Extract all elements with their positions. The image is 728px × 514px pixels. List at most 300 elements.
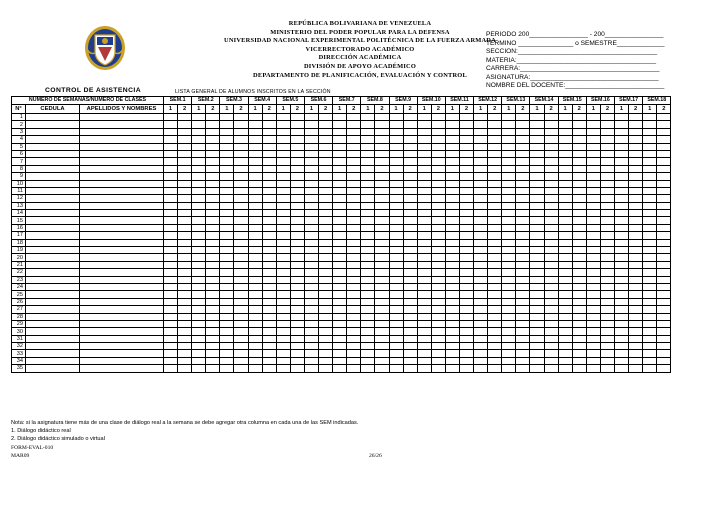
attendance-cell[interactable] [629, 350, 643, 357]
attendance-cell[interactable] [615, 121, 629, 128]
attendance-cell[interactable] [657, 343, 671, 350]
attendance-cell[interactable] [248, 328, 262, 335]
attendance-cell[interactable] [431, 269, 445, 276]
attendance-cell[interactable] [572, 180, 586, 187]
attendance-cell[interactable] [445, 224, 459, 231]
attendance-cell[interactable] [629, 320, 643, 327]
attendance-cell[interactable] [220, 261, 234, 268]
attendance-cell[interactable] [403, 298, 417, 305]
attendance-cell[interactable] [629, 357, 643, 364]
attendance-cell[interactable] [178, 335, 192, 342]
attendance-cell[interactable] [375, 173, 389, 180]
attendance-cell[interactable] [220, 283, 234, 290]
attendance-cell[interactable] [417, 165, 431, 172]
attendance-cell[interactable] [544, 113, 558, 120]
attendance-cell[interactable] [164, 128, 178, 135]
nombre-cell[interactable] [80, 291, 164, 298]
attendance-cell[interactable] [403, 232, 417, 239]
attendance-cell[interactable] [389, 173, 403, 180]
attendance-cell[interactable] [474, 320, 488, 327]
attendance-cell[interactable] [290, 335, 304, 342]
attendance-cell[interactable] [657, 202, 671, 209]
nombre-cell[interactable] [80, 128, 164, 135]
attendance-cell[interactable] [431, 150, 445, 157]
attendance-cell[interactable] [474, 173, 488, 180]
attendance-cell[interactable] [417, 202, 431, 209]
attendance-cell[interactable] [389, 291, 403, 298]
attendance-cell[interactable] [643, 180, 657, 187]
attendance-cell[interactable] [389, 239, 403, 246]
attendance-cell[interactable] [333, 173, 347, 180]
attendance-cell[interactable] [248, 239, 262, 246]
attendance-cell[interactable] [192, 173, 206, 180]
attendance-cell[interactable] [403, 158, 417, 165]
attendance-cell[interactable] [459, 158, 473, 165]
attendance-cell[interactable] [530, 298, 544, 305]
attendance-cell[interactable] [586, 180, 600, 187]
attendance-cell[interactable] [600, 306, 614, 313]
attendance-cell[interactable] [615, 187, 629, 194]
attendance-cell[interactable] [290, 195, 304, 202]
attendance-cell[interactable] [417, 313, 431, 320]
seccion-field[interactable]: SECCIÓN:______________________________________ [486, 48, 658, 55]
attendance-cell[interactable] [375, 187, 389, 194]
attendance-cell[interactable] [319, 239, 333, 246]
attendance-cell[interactable] [488, 165, 502, 172]
attendance-cell[interactable] [403, 143, 417, 150]
attendance-cell[interactable] [558, 350, 572, 357]
attendance-cell[interactable] [600, 239, 614, 246]
attendance-cell[interactable] [319, 247, 333, 254]
attendance-cell[interactable] [445, 269, 459, 276]
attendance-cell[interactable] [262, 217, 276, 224]
attendance-cell[interactable] [474, 328, 488, 335]
attendance-cell[interactable] [629, 232, 643, 239]
attendance-cell[interactable] [361, 173, 375, 180]
attendance-cell[interactable] [290, 328, 304, 335]
attendance-cell[interactable] [164, 365, 178, 372]
attendance-cell[interactable] [361, 136, 375, 143]
attendance-cell[interactable] [502, 210, 516, 217]
attendance-cell[interactable] [530, 269, 544, 276]
attendance-cell[interactable] [234, 269, 248, 276]
attendance-cell[interactable] [530, 239, 544, 246]
attendance-cell[interactable] [502, 276, 516, 283]
attendance-cell[interactable] [347, 224, 361, 231]
attendance-cell[interactable] [502, 335, 516, 342]
attendance-cell[interactable] [361, 217, 375, 224]
attendance-cell[interactable] [629, 150, 643, 157]
attendance-cell[interactable] [558, 224, 572, 231]
attendance-cell[interactable] [389, 306, 403, 313]
attendance-cell[interactable] [600, 150, 614, 157]
attendance-cell[interactable] [403, 306, 417, 313]
attendance-cell[interactable] [516, 136, 530, 143]
attendance-cell[interactable] [234, 313, 248, 320]
attendance-cell[interactable] [600, 210, 614, 217]
attendance-cell[interactable] [459, 247, 473, 254]
attendance-cell[interactable] [375, 217, 389, 224]
attendance-cell[interactable] [164, 298, 178, 305]
attendance-cell[interactable] [234, 128, 248, 135]
attendance-cell[interactable] [544, 313, 558, 320]
attendance-cell[interactable] [474, 165, 488, 172]
attendance-cell[interactable] [304, 165, 318, 172]
attendance-cell[interactable] [657, 298, 671, 305]
attendance-cell[interactable] [403, 328, 417, 335]
attendance-cell[interactable] [276, 187, 290, 194]
attendance-cell[interactable] [586, 283, 600, 290]
attendance-cell[interactable] [347, 357, 361, 364]
attendance-cell[interactable] [657, 128, 671, 135]
attendance-cell[interactable] [361, 365, 375, 372]
attendance-cell[interactable] [304, 239, 318, 246]
nombre-cell[interactable] [80, 113, 164, 120]
attendance-cell[interactable] [375, 254, 389, 261]
attendance-cell[interactable] [333, 261, 347, 268]
attendance-cell[interactable] [600, 335, 614, 342]
attendance-cell[interactable] [164, 343, 178, 350]
attendance-cell[interactable] [586, 121, 600, 128]
attendance-cell[interactable] [488, 365, 502, 372]
attendance-cell[interactable] [544, 320, 558, 327]
attendance-cell[interactable] [304, 121, 318, 128]
attendance-cell[interactable] [474, 187, 488, 194]
attendance-cell[interactable] [572, 320, 586, 327]
attendance-cell[interactable] [164, 313, 178, 320]
attendance-cell[interactable] [586, 210, 600, 217]
attendance-cell[interactable] [445, 357, 459, 364]
attendance-cell[interactable] [319, 365, 333, 372]
attendance-cell[interactable] [502, 343, 516, 350]
attendance-cell[interactable] [600, 276, 614, 283]
attendance-cell[interactable] [333, 357, 347, 364]
attendance-cell[interactable] [192, 210, 206, 217]
attendance-cell[interactable] [657, 313, 671, 320]
nombre-cell[interactable] [80, 239, 164, 246]
attendance-cell[interactable] [558, 113, 572, 120]
attendance-cell[interactable] [347, 254, 361, 261]
attendance-cell[interactable] [290, 247, 304, 254]
attendance-cell[interactable] [262, 239, 276, 246]
attendance-cell[interactable] [361, 121, 375, 128]
attendance-cell[interactable] [248, 350, 262, 357]
attendance-cell[interactable] [375, 180, 389, 187]
attendance-cell[interactable] [544, 328, 558, 335]
attendance-cell[interactable] [164, 350, 178, 357]
attendance-cell[interactable] [657, 320, 671, 327]
attendance-cell[interactable] [600, 143, 614, 150]
attendance-cell[interactable] [474, 224, 488, 231]
attendance-cell[interactable] [304, 113, 318, 120]
attendance-cell[interactable] [319, 224, 333, 231]
attendance-cell[interactable] [375, 143, 389, 150]
attendance-cell[interactable] [206, 158, 220, 165]
attendance-cell[interactable] [572, 276, 586, 283]
attendance-cell[interactable] [178, 313, 192, 320]
attendance-cell[interactable] [615, 136, 629, 143]
attendance-cell[interactable] [615, 202, 629, 209]
attendance-cell[interactable] [629, 165, 643, 172]
attendance-cell[interactable] [558, 343, 572, 350]
attendance-cell[interactable] [417, 261, 431, 268]
attendance-cell[interactable] [600, 195, 614, 202]
attendance-cell[interactable] [431, 202, 445, 209]
attendance-cell[interactable] [178, 283, 192, 290]
attendance-cell[interactable] [304, 187, 318, 194]
cedula-cell[interactable] [26, 239, 80, 246]
attendance-cell[interactable] [347, 247, 361, 254]
attendance-cell[interactable] [262, 343, 276, 350]
attendance-cell[interactable] [417, 158, 431, 165]
attendance-cell[interactable] [389, 210, 403, 217]
attendance-cell[interactable] [192, 247, 206, 254]
attendance-cell[interactable] [389, 217, 403, 224]
cedula-cell[interactable] [26, 217, 80, 224]
attendance-cell[interactable] [530, 136, 544, 143]
attendance-cell[interactable] [164, 232, 178, 239]
attendance-cell[interactable] [319, 269, 333, 276]
attendance-cell[interactable] [643, 261, 657, 268]
attendance-cell[interactable] [615, 357, 629, 364]
attendance-cell[interactable] [220, 298, 234, 305]
attendance-cell[interactable] [403, 291, 417, 298]
attendance-cell[interactable] [516, 269, 530, 276]
attendance-cell[interactable] [488, 291, 502, 298]
attendance-cell[interactable] [629, 283, 643, 290]
attendance-cell[interactable] [600, 261, 614, 268]
attendance-cell[interactable] [600, 365, 614, 372]
attendance-cell[interactable] [319, 165, 333, 172]
attendance-cell[interactable] [600, 173, 614, 180]
attendance-cell[interactable] [615, 173, 629, 180]
attendance-cell[interactable] [558, 121, 572, 128]
attendance-cell[interactable] [192, 365, 206, 372]
attendance-cell[interactable] [600, 202, 614, 209]
attendance-cell[interactable] [544, 217, 558, 224]
nombre-cell[interactable] [80, 224, 164, 231]
attendance-cell[interactable] [459, 269, 473, 276]
nombre-cell[interactable] [80, 298, 164, 305]
attendance-cell[interactable] [544, 173, 558, 180]
attendance-cell[interactable] [333, 313, 347, 320]
attendance-cell[interactable] [304, 247, 318, 254]
attendance-cell[interactable] [615, 313, 629, 320]
attendance-cell[interactable] [445, 121, 459, 128]
cedula-cell[interactable] [26, 335, 80, 342]
attendance-cell[interactable] [248, 210, 262, 217]
attendance-cell[interactable] [657, 357, 671, 364]
attendance-cell[interactable] [276, 217, 290, 224]
attendance-cell[interactable] [459, 328, 473, 335]
attendance-cell[interactable] [206, 217, 220, 224]
attendance-cell[interactable] [276, 165, 290, 172]
attendance-cell[interactable] [234, 254, 248, 261]
attendance-cell[interactable] [516, 232, 530, 239]
attendance-cell[interactable] [304, 283, 318, 290]
attendance-cell[interactable] [488, 306, 502, 313]
attendance-cell[interactable] [474, 232, 488, 239]
attendance-cell[interactable] [544, 136, 558, 143]
attendance-cell[interactable] [657, 165, 671, 172]
attendance-cell[interactable] [248, 187, 262, 194]
attendance-cell[interactable] [319, 298, 333, 305]
attendance-cell[interactable] [558, 202, 572, 209]
attendance-cell[interactable] [445, 254, 459, 261]
attendance-cell[interactable] [558, 195, 572, 202]
attendance-cell[interactable] [220, 365, 234, 372]
attendance-cell[interactable] [516, 365, 530, 372]
attendance-cell[interactable] [206, 261, 220, 268]
attendance-cell[interactable] [361, 239, 375, 246]
attendance-cell[interactable] [290, 365, 304, 372]
attendance-cell[interactable] [445, 136, 459, 143]
attendance-cell[interactable] [586, 247, 600, 254]
attendance-cell[interactable] [262, 335, 276, 342]
attendance-cell[interactable] [431, 165, 445, 172]
attendance-cell[interactable] [276, 143, 290, 150]
attendance-cell[interactable] [516, 261, 530, 268]
attendance-cell[interactable] [558, 187, 572, 194]
attendance-cell[interactable] [445, 239, 459, 246]
attendance-cell[interactable] [586, 291, 600, 298]
attendance-cell[interactable] [178, 343, 192, 350]
attendance-cell[interactable] [657, 195, 671, 202]
attendance-cell[interactable] [333, 269, 347, 276]
attendance-cell[interactable] [333, 239, 347, 246]
attendance-cell[interactable] [192, 158, 206, 165]
attendance-cell[interactable] [530, 306, 544, 313]
cedula-cell[interactable] [26, 247, 80, 254]
attendance-cell[interactable] [459, 113, 473, 120]
attendance-cell[interactable] [220, 328, 234, 335]
attendance-cell[interactable] [262, 195, 276, 202]
attendance-cell[interactable] [572, 217, 586, 224]
attendance-cell[interactable] [403, 239, 417, 246]
attendance-cell[interactable] [488, 269, 502, 276]
attendance-cell[interactable] [488, 150, 502, 157]
attendance-cell[interactable] [530, 173, 544, 180]
attendance-cell[interactable] [290, 320, 304, 327]
attendance-cell[interactable] [474, 313, 488, 320]
attendance-cell[interactable] [474, 298, 488, 305]
attendance-cell[interactable] [333, 232, 347, 239]
attendance-cell[interactable] [586, 143, 600, 150]
attendance-cell[interactable] [192, 180, 206, 187]
attendance-cell[interactable] [459, 276, 473, 283]
attendance-cell[interactable] [234, 150, 248, 157]
attendance-cell[interactable] [220, 306, 234, 313]
attendance-cell[interactable] [643, 224, 657, 231]
attendance-cell[interactable] [319, 136, 333, 143]
attendance-cell[interactable] [586, 202, 600, 209]
attendance-cell[interactable] [403, 320, 417, 327]
attendance-cell[interactable] [192, 298, 206, 305]
attendance-cell[interactable] [333, 328, 347, 335]
attendance-cell[interactable] [319, 158, 333, 165]
attendance-cell[interactable] [629, 136, 643, 143]
attendance-cell[interactable] [333, 143, 347, 150]
attendance-cell[interactable] [192, 217, 206, 224]
attendance-cell[interactable] [431, 365, 445, 372]
attendance-cell[interactable] [361, 128, 375, 135]
attendance-cell[interactable] [375, 195, 389, 202]
attendance-cell[interactable] [290, 158, 304, 165]
attendance-cell[interactable] [333, 136, 347, 143]
attendance-cell[interactable] [629, 210, 643, 217]
attendance-cell[interactable] [262, 158, 276, 165]
attendance-cell[interactable] [220, 269, 234, 276]
attendance-cell[interactable] [290, 306, 304, 313]
attendance-cell[interactable] [431, 247, 445, 254]
attendance-cell[interactable] [389, 247, 403, 254]
attendance-cell[interactable] [248, 165, 262, 172]
attendance-cell[interactable] [572, 202, 586, 209]
attendance-cell[interactable] [572, 113, 586, 120]
attendance-cell[interactable] [615, 283, 629, 290]
attendance-cell[interactable] [347, 136, 361, 143]
attendance-cell[interactable] [600, 254, 614, 261]
attendance-cell[interactable] [234, 239, 248, 246]
attendance-cell[interactable] [431, 254, 445, 261]
attendance-cell[interactable] [586, 136, 600, 143]
attendance-cell[interactable] [586, 217, 600, 224]
attendance-cell[interactable] [178, 261, 192, 268]
attendance-cell[interactable] [558, 306, 572, 313]
attendance-cell[interactable] [572, 343, 586, 350]
attendance-cell[interactable] [304, 335, 318, 342]
attendance-cell[interactable] [192, 165, 206, 172]
attendance-cell[interactable] [220, 121, 234, 128]
attendance-cell[interactable] [586, 357, 600, 364]
attendance-cell[interactable] [558, 136, 572, 143]
attendance-cell[interactable] [615, 320, 629, 327]
attendance-cell[interactable] [586, 195, 600, 202]
attendance-cell[interactable] [600, 180, 614, 187]
attendance-cell[interactable] [262, 187, 276, 194]
attendance-cell[interactable] [516, 113, 530, 120]
attendance-cell[interactable] [502, 313, 516, 320]
attendance-cell[interactable] [417, 121, 431, 128]
attendance-cell[interactable] [657, 239, 671, 246]
attendance-cell[interactable] [516, 195, 530, 202]
attendance-cell[interactable] [474, 202, 488, 209]
attendance-cell[interactable] [488, 298, 502, 305]
attendance-cell[interactable] [361, 335, 375, 342]
cedula-cell[interactable] [26, 195, 80, 202]
attendance-cell[interactable] [544, 343, 558, 350]
attendance-cell[interactable] [445, 165, 459, 172]
attendance-cell[interactable] [164, 202, 178, 209]
attendance-cell[interactable] [544, 335, 558, 342]
attendance-cell[interactable] [502, 320, 516, 327]
attendance-cell[interactable] [262, 283, 276, 290]
attendance-cell[interactable] [290, 298, 304, 305]
attendance-cell[interactable] [220, 276, 234, 283]
attendance-cell[interactable] [192, 328, 206, 335]
attendance-cell[interactable] [234, 298, 248, 305]
attendance-cell[interactable] [262, 232, 276, 239]
attendance-cell[interactable] [459, 217, 473, 224]
attendance-cell[interactable] [304, 224, 318, 231]
attendance-cell[interactable] [586, 239, 600, 246]
attendance-cell[interactable] [361, 158, 375, 165]
attendance-cell[interactable] [206, 113, 220, 120]
attendance-cell[interactable] [276, 350, 290, 357]
attendance-cell[interactable] [234, 365, 248, 372]
attendance-cell[interactable] [304, 350, 318, 357]
attendance-cell[interactable] [629, 254, 643, 261]
